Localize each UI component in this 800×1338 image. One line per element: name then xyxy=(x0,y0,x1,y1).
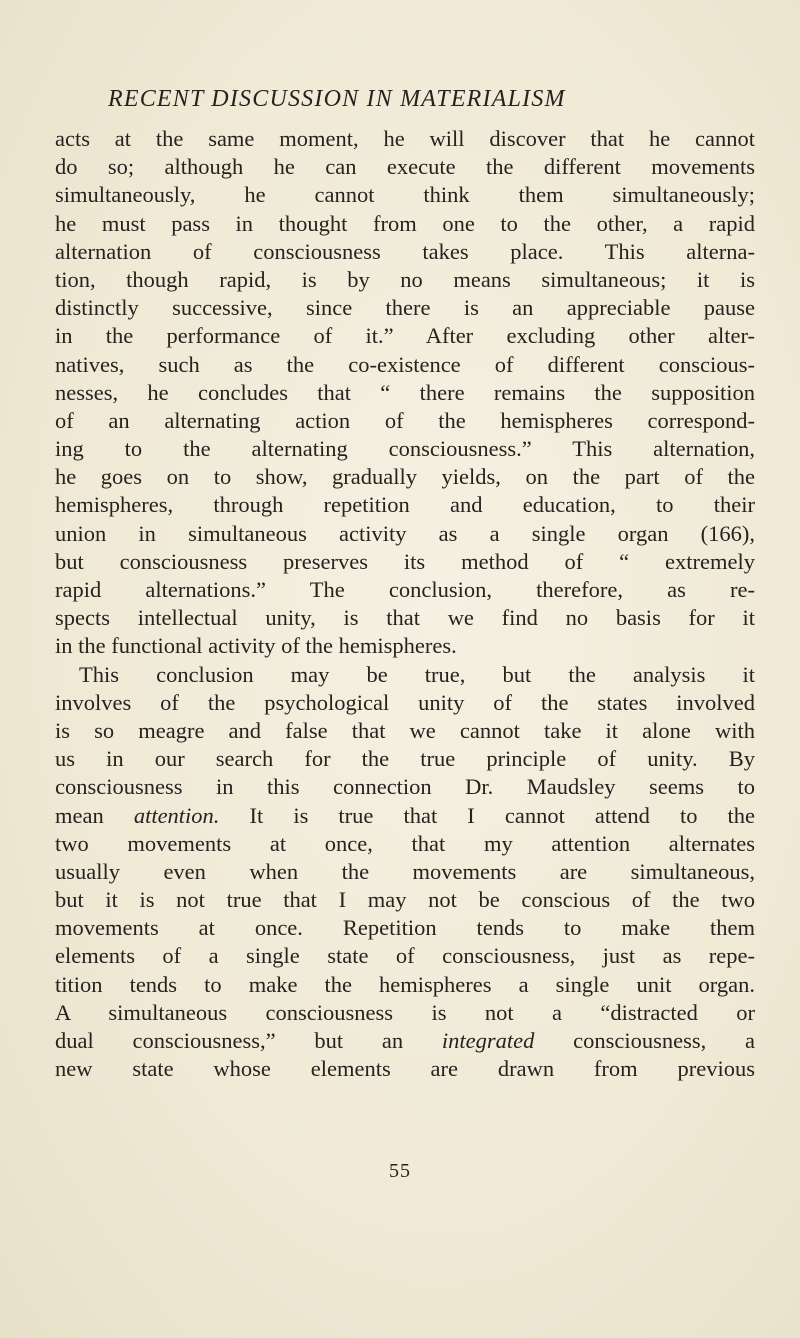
text-line: but it is not true that I may not be conscious of the two xyxy=(55,887,755,913)
text-line: he must pass in thought from one to the other, a rapid xyxy=(55,210,755,236)
text-line: alternation of consciousness takes place. This alterna- xyxy=(55,238,755,264)
text-run: mean xyxy=(55,802,134,828)
text-line: ing to the alternating consciousness.” This alternation, xyxy=(55,436,755,462)
text-run: consciousness, a xyxy=(534,1028,755,1053)
text-line: of an alternating action of the hemispheres correspond- xyxy=(55,407,755,433)
text-line-paragraph-end: in the functional activity of the hemispheres. xyxy=(55,633,457,659)
text-line: A simultaneous consciousness is not a “distracted or xyxy=(55,999,755,1025)
running-head: RECENT DISCUSSION IN MATERIALISM xyxy=(108,86,566,112)
text-line: elements of a single state of consciousness, just as repe- xyxy=(55,943,755,969)
text-line: spects intellectual unity, is that we find no basis for it xyxy=(55,605,755,631)
text-line: new state whose elements are drawn from previous xyxy=(55,1056,755,1082)
text-line: usually even when the movements are simultaneous, xyxy=(55,858,755,884)
text-line-with-italic xyxy=(55,1027,755,1055)
text-line: hemispheres, through repetition and education, to their xyxy=(55,492,755,518)
page-number: 55 xyxy=(389,1160,411,1182)
text-line: do so; although he can execute the different movements xyxy=(55,154,755,180)
body-text xyxy=(55,125,755,1083)
text-line: is so meagre and false that we cannot take it alone with xyxy=(55,717,755,743)
text-line: he goes on to show, gradually yields, on the part of the xyxy=(55,464,755,490)
text-line-with-italic xyxy=(55,802,755,830)
text-line: in the performance of it.” After excluding other alter- xyxy=(55,323,755,349)
text-line: consciousness in this connection Dr. Maudsley seems to xyxy=(55,774,755,800)
text-line: us in our search for the true principle of unity. By xyxy=(55,746,755,772)
text-line: but consciousness preserves its method of “ extremely xyxy=(55,548,755,574)
text-line: two movements at once, that my attention alternates xyxy=(55,830,755,856)
text-line-paragraph-start: This conclusion may be true, but the analysis it xyxy=(79,661,755,687)
text-line: rapid alternations.” The conclusion, therefore, as re- xyxy=(55,577,755,602)
text-line: distinctly successive, since there is an appreciable pause xyxy=(55,295,755,321)
text-line: involves of the psychological unity of the states involved xyxy=(55,689,755,715)
text-line: movements at once. Repetition tends to make them xyxy=(55,915,755,941)
text-line: tion, though rapid, is by no means simultaneous; it is xyxy=(55,266,755,292)
text-line: simultaneously, he cannot think them simultaneously; xyxy=(55,182,755,208)
text-line: union in simultaneous activity as a single organ (166), xyxy=(55,520,755,546)
italic-word-integrated: integrated xyxy=(441,1028,535,1053)
text-line: nesses, he concludes that “ there remains the supposition xyxy=(55,379,755,405)
text-line: tition tends to make the hemispheres a single unit organ. xyxy=(55,971,755,997)
text-line: acts at the same moment, he will discover that he cannot xyxy=(55,126,755,151)
italic-word-attention: attention. xyxy=(133,802,220,828)
text-run: dual consciousness,” but an xyxy=(55,1028,442,1053)
text-run: It is true that I cannot attend to the xyxy=(219,802,756,828)
text-line: natives, such as the co-existence of different conscious- xyxy=(55,351,755,377)
